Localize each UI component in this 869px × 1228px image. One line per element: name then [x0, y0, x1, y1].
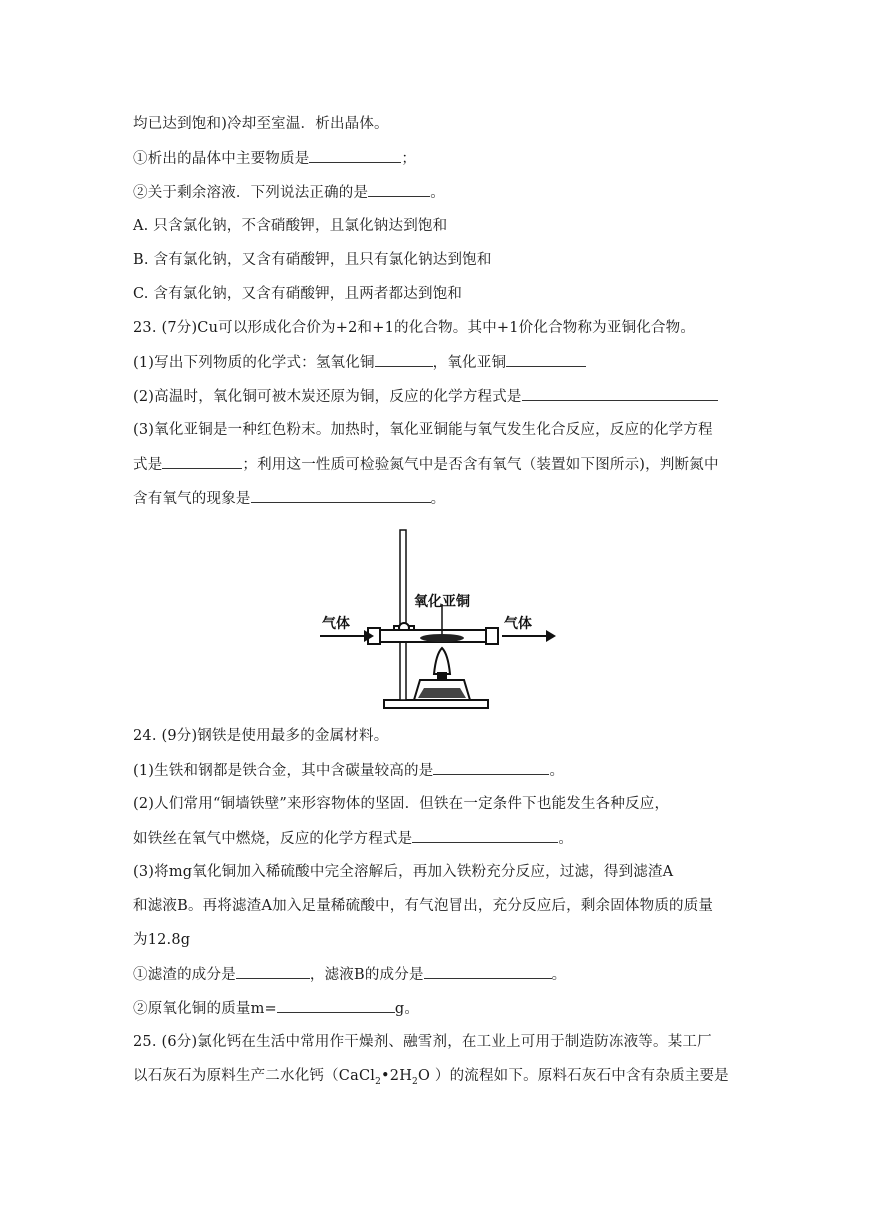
question-22-part-2: ②关于剩余溶液．下列说法正确的是 。: [133, 182, 445, 203]
answer-blank[interactable]: [236, 964, 310, 979]
answer-blank[interactable]: [368, 182, 430, 197]
question-23-part-1: (1)写出下列物质的化学式：氢氧化铜 ，氧化亚铜: [133, 352, 586, 373]
answer-blank[interactable]: [412, 828, 558, 843]
answer-blank[interactable]: [424, 964, 552, 979]
stand-rod: [400, 530, 406, 700]
option-a: A. 只含氯化钠，不含硝酸钾，且氯化钠达到饱和: [133, 218, 448, 234]
answer-blank[interactable]: [251, 488, 431, 503]
question-23-part-3: (3)氧化亚铜是一种红色粉末。加热时，氧化亚铜能与氧气发生化合反应，反应的化学方程: [133, 422, 713, 438]
question-23-part-2: (2)高温时，氧化铜可被木炭还原为铜，反应的化学方程式是: [133, 386, 718, 407]
answer-blank[interactable]: [522, 386, 718, 401]
answer-blank[interactable]: [277, 998, 395, 1013]
question-25-cont: 以石灰石为原料生产二水化钙（$CaCl_2•2H_2O$ ）的流程如下。原料石灰石中含有杂质主要是: [133, 1068, 729, 1087]
option-c: C. 含有氯化钠，又含有硝酸钾，且两者都达到饱和: [133, 286, 463, 302]
question-25-title: 25. (6分)氯化钙在生活中常用作干燥剂、融雪剂，在工业上可用于制造防冻液等。某工厂: [133, 1034, 712, 1050]
apparatus-figure: [316, 524, 566, 714]
text-line: 均已达到饱和)冷却至室温．析出晶体。: [133, 116, 389, 132]
copper-oxide-powder: [420, 634, 464, 642]
gas-out-arrowhead: [546, 630, 556, 642]
question-24-sub-1: ①滤渣的成分是 ，滤液B的成分是 。: [133, 964, 566, 985]
answer-blank[interactable]: [309, 148, 401, 163]
question-24-part-3-cont: 和滤液B。再将滤渣A加入足量稀硫酸中，有气泡冒出，充分反应后，剩余固体物质的质量: [133, 898, 714, 914]
answer-blank[interactable]: [375, 352, 433, 367]
answer-blank[interactable]: [162, 454, 242, 469]
question-22-part-1: ①析出的晶体中主要物质是 ；: [133, 148, 416, 169]
right-stopper: [486, 628, 498, 644]
option-b: B. 含有氯化钠，又含有硝酸钾，且只有氯化钠达到饱和: [133, 252, 492, 268]
flame: [434, 648, 450, 674]
lamp-fuel: [418, 688, 466, 698]
answer-blank[interactable]: [506, 352, 586, 367]
question-24-title: 24. (9分)钢铁是使用最多的金属材料。: [133, 728, 389, 744]
question-24-part-3-value: 为12.8g: [133, 932, 191, 948]
question-24-part-3: (3)将mg氧化铜加入稀硫酸中完全溶解后，再加入铁粉充分反应，过滤，得到滤渣A: [133, 864, 674, 880]
question-24-part-1: (1)生铁和钢都是铁合金，其中含碳量较高的是 。: [133, 760, 564, 781]
label-copper-oxide: 氧化亚铜: [414, 594, 470, 610]
stand-base: [384, 700, 488, 708]
question-23-part-3-cont: 式是 ；利用这一性质可检验氮气中是否含有氧气（装置如下图所示)，判断氮中: [133, 454, 719, 475]
question-24-sub-2: ②原氧化铜的质量m= g。: [133, 998, 419, 1019]
question-23-title: 23. (7分)Cu可以形成化合价为+2和+1的化合物。其中+1价化合物称为亚铜化合物。: [133, 320, 696, 336]
label-gas-in: 气体: [322, 616, 350, 632]
question-24-part-2: (2)人们常用“铜墙铁壁”来形容物体的坚固．但铁在一定条件下也能发生各种反应，: [133, 796, 670, 812]
question-23-part-3-end: 含有氧气的现象是 。: [133, 488, 445, 509]
answer-blank[interactable]: [433, 760, 549, 775]
label-gas-out: 气体: [504, 616, 532, 632]
burner-wick: [437, 672, 447, 680]
question-24-part-2-cont: 如铁丝在氧气中燃烧，反应的化学方程式是 。: [133, 828, 573, 849]
